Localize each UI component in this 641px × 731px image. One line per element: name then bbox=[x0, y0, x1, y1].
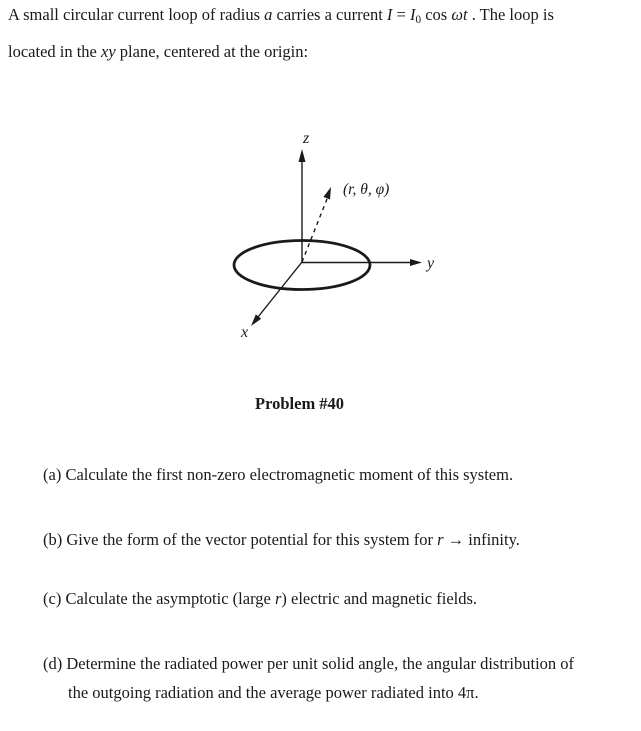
part-a-text bbox=[43, 465, 513, 485]
cos-operator: cos bbox=[421, 5, 452, 24]
part-b-pre: (b) Give the form of the vector potential for this system for bbox=[43, 530, 438, 549]
part-d-line-2: the outgoing radiation and the average power radiated into 4π. bbox=[68, 683, 479, 702]
part-c-pre: (c) Calculate the asymptotic (large bbox=[43, 589, 275, 608]
radial-vector-dashed-line bbox=[302, 199, 327, 262]
var-xy-plane: xy bbox=[101, 42, 116, 61]
intro-line2-pre: located in the bbox=[8, 42, 102, 61]
var-I0-base: I bbox=[409, 5, 416, 24]
part-a-line: (a) Calculate the first non-zero electromagnetic moment of this system. bbox=[43, 465, 514, 484]
intro-line-2 bbox=[8, 42, 308, 62]
var-r: r bbox=[274, 589, 282, 608]
coordinate-diagram bbox=[180, 110, 480, 350]
part-b-text bbox=[43, 530, 520, 550]
x-axis-arrowhead bbox=[251, 314, 261, 326]
x-axis-label: x bbox=[241, 324, 249, 341]
part-b-post: → infinity. bbox=[443, 530, 520, 549]
z-axis-arrowhead bbox=[299, 149, 306, 162]
var-a: a bbox=[264, 5, 273, 24]
z-axis-label: z bbox=[303, 130, 310, 147]
intro-text-mid: carries a current bbox=[272, 5, 387, 24]
radial-vector-arrowhead bbox=[323, 187, 331, 200]
y-axis-arrowhead bbox=[410, 259, 422, 266]
problem-caption: Problem #40 bbox=[255, 394, 345, 413]
current-formula bbox=[387, 5, 468, 24]
spherical-coordinates-label: (r, θ, φ) bbox=[343, 181, 390, 198]
intro-text-post: . The loop is bbox=[467, 5, 554, 24]
var-r: r bbox=[437, 530, 444, 549]
intro-text-pre: A small circular current loop of radius bbox=[8, 5, 265, 24]
intro-line2-post: plane, centered at the origin: bbox=[115, 42, 309, 61]
y-axis-label: y bbox=[427, 255, 435, 272]
subscript-zero: 0 bbox=[415, 13, 422, 26]
part-c-post: ) electric and magnetic fields. bbox=[281, 589, 478, 608]
var-current-I: I bbox=[386, 5, 393, 24]
equals-sign: = bbox=[392, 5, 410, 24]
part-c-text bbox=[43, 589, 477, 609]
part-d-text bbox=[43, 649, 574, 707]
part-d-line-1: (d) Determine the radiated power per unit solid angle, the angular distribution of bbox=[43, 654, 575, 673]
intro-line-1 bbox=[8, 5, 554, 25]
var-omega-t: ωt bbox=[451, 5, 468, 24]
